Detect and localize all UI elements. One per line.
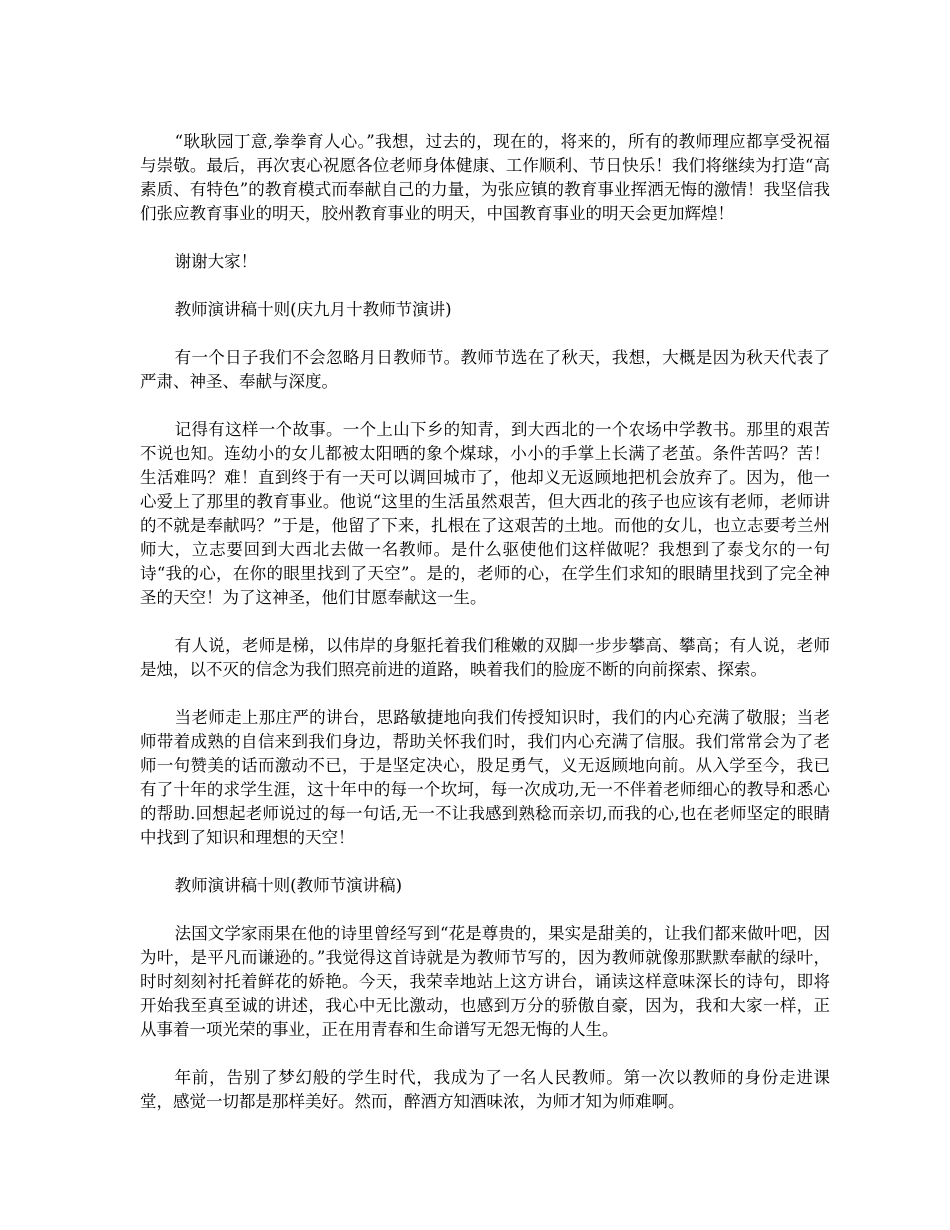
paragraph-ladder-candle: 有人说，老师是梯，以伟岸的身躯托着我们稚嫩的双脚一步步攀高、攀高；有人说，老师是烛，以不灭的信念为我们照亮前进的道路，映着我们的脸庞不断的向前探索、探索。 (140, 636, 830, 679)
paragraph-first-class: 年前，告别了梦幻般的学生时代，我成为了一名人民教师。第一次以教师的身份走进课堂，感觉一切都是那样美好。然而，醉酒方知酒味浓，为师才知为师难啊。 (140, 1068, 830, 1111)
document-body (140, 130, 830, 1138)
paragraph-hugo-poem: 法国文学家雨果在他的诗里曾经写到“花是尊贵的，果实是甜美的，让我们都来做叶吧，因为叶，是平凡而谦逊的。”我觉得这首诗就是为教师节写的，因为教师就像那默默奉献的绿叶，时时刻刻衬托着鲜花的娇艳。今天，我荣幸地站上这方讲台，诵读这样意味深长的诗句，即将开始我至真至诚的讲述，我心中无比激动，也感到万分的骄傲自豪，因为，我和大家一样，正从事着一项光荣的事业，正在用青春和生命谱写无怨无悔的人生。 (140, 924, 830, 1039)
paragraph-thanks: 谢谢大家！ (174, 252, 258, 271)
paragraph-closing-wishes: “耿耿园丁意,拳拳育人心。”我想，过去的，现在的，将来的，所有的教师理应都享受祝福与崇敬。最后，再次衷心祝愿各位老师身体健康、工作顺利、节日快乐！我们将继续为打造“高素质、有特色”的教育模式而奉献自己的力量，为张应镇的教育事业挥洒无悔的激情！我坚信我们张应教育事业的明天，胶州教育事业的明天，中国教育事业的明天会更加辉煌！ (140, 132, 830, 223)
paragraph-teachers-day-autumn: 有一个日子我们不会忽略月日教师节。教师节选在了秋天，我想，大概是因为秋天代表了严肃、神圣、奉献与深度。 (140, 348, 830, 391)
paragraph-respect: 当老师走上那庄严的讲台，思路敏捷地向我们传授知识时，我们的内心充满了敬服；当老师带着成熟的自信来到我们身边，帮助关怀我们时，我们内心充满了信服。我们常常会为了老师一句赞美的话而激动不已，于是坚定决心，股足勇气，义无返顾地向前。从入学至今，我已有了十年的求学生涯，这十年中的每一个坎坷，每一次成功,无一不伴着老师细心的教导和悉心的帮助.回想起老师说过的每一句话,无一不让我感到熟稔而亲切,而我的心,也在老师坚定的眼睛中找到了知识和理想的天空！ (140, 708, 830, 847)
paragraph-story: 记得有这样一个故事。一个上山下乡的知青，到大西北的一个农场中学教书。那里的艰苦不说也知。连幼小的女儿都被太阳晒的象个煤球，小小的手掌上长满了老茧。条件苦吗？苦！生活难吗？难！直到终于有一天可以调回城市了，他却义无返顾地把机会放弃了。因为，他一心爱上了那里的教育事业。他说“这里的生活虽然艰苦，但大西北的孩子也应该有老师，老师讲的不就是奉献吗？”于是，他留了下来，扎根在了这艰苦的土地。而他的女儿，也立志要考兰州师大，立志要回到大西北去做一名教师。是什么驱使他们这样做呢？我想到了泰戈尔的一句诗“我的心，在你的眼里找到了天空”。是的，老师的心，在学生们求知的眼睛里找到了完全神圣的天空！为了这神圣，他们甘愿奉献这一生。 (140, 420, 830, 607)
section-heading-1: 教师演讲稿十则(庆九月十教师节演讲) (174, 300, 452, 319)
section-heading-2: 教师演讲稿十则(教师节演讲稿) (174, 876, 403, 895)
